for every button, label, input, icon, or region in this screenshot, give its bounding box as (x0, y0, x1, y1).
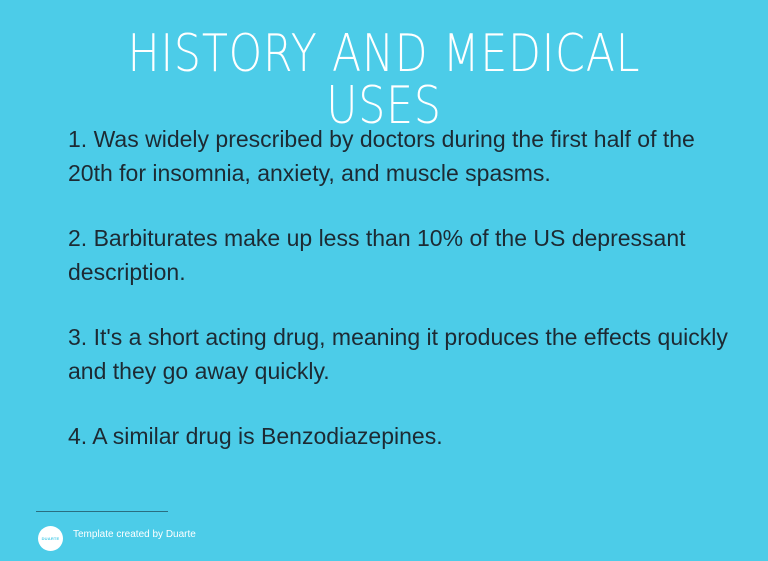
duarte-logo-icon (38, 526, 63, 551)
list-item-3: 3. It's a short acting drug, meaning it produces the effects quickly and they go away quickly. (68, 324, 728, 384)
list-item-2: 2. Barbiturates make up less than 10% of the US depressant description. (68, 225, 686, 285)
logo-text: DUARTE (41, 536, 60, 541)
list-item-1: 1. Was widely prescribed by doctors during the first half of the 20th for insomnia, anxiety, and muscle spasms. (68, 126, 695, 186)
list-item-4: 4. A similar drug is Benzodiazepines. (68, 423, 443, 449)
footer-credit: Template created by Duarte (73, 529, 196, 540)
slide-title: HISTORY AND MEDICAL USES (127, 24, 641, 136)
slide-body (68, 122, 728, 484)
footer-divider (36, 511, 168, 512)
